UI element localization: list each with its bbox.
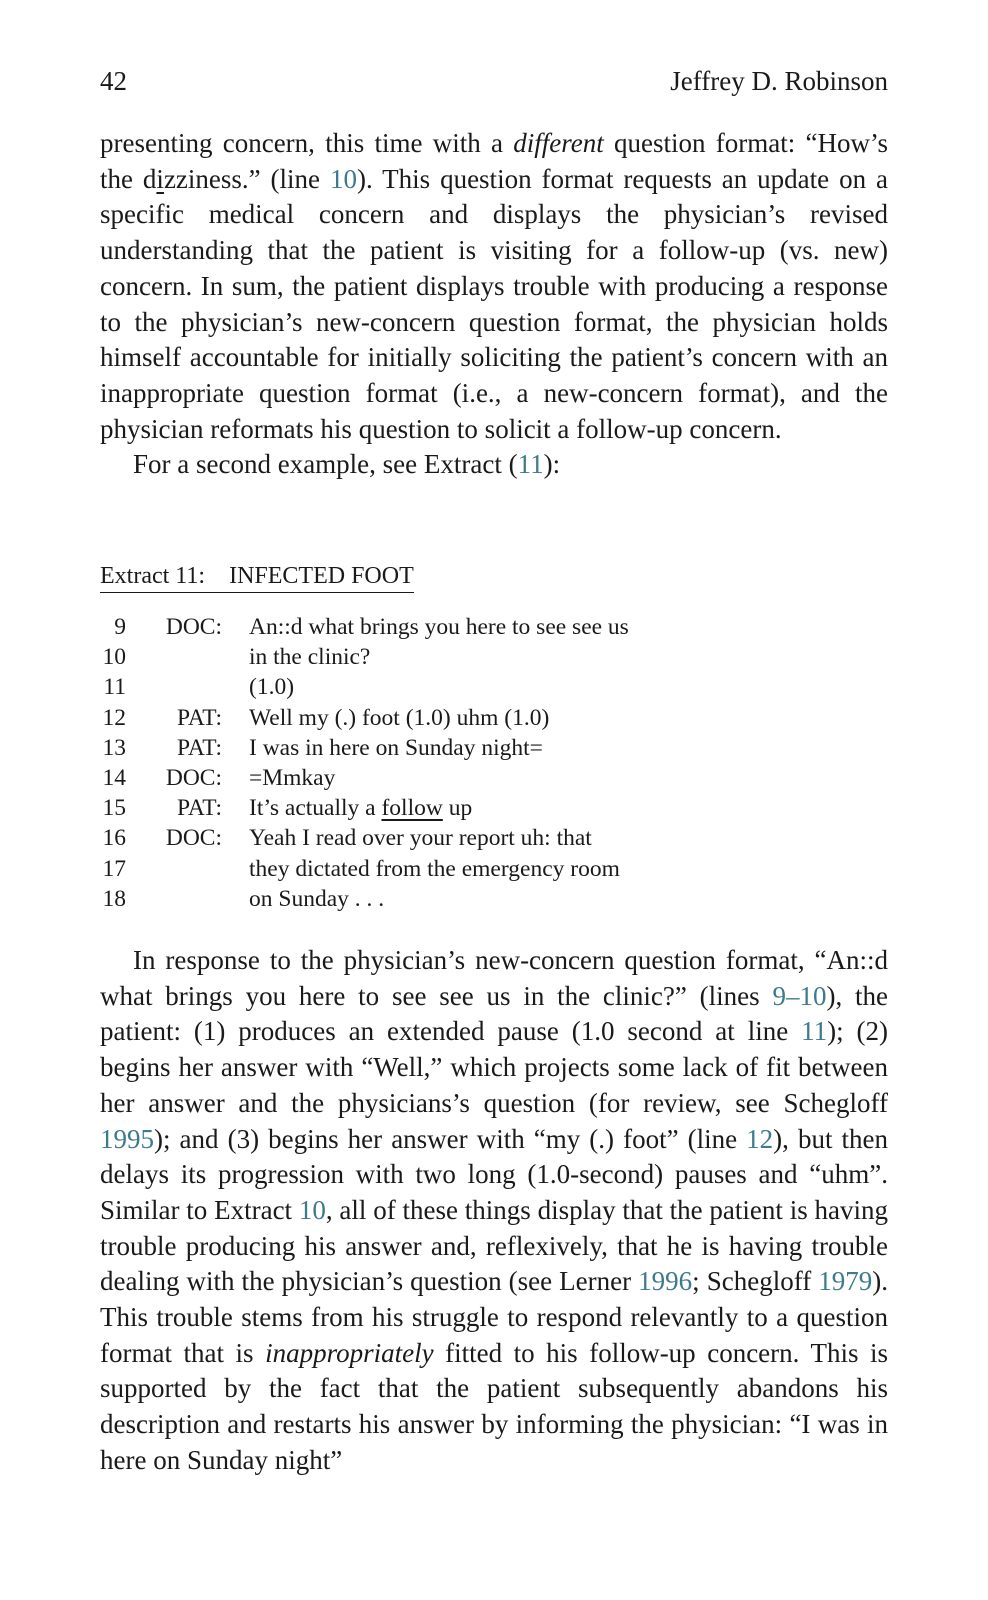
transcript-line — [100, 733, 629, 763]
utterance: I was in here on Sunday night= — [249, 734, 543, 761]
body-text-top — [100, 126, 888, 483]
extract-reference-link[interactable]: 11 — [517, 449, 544, 480]
speaker: PAT: — [177, 734, 222, 761]
speaker: DOC: — [165, 764, 222, 791]
paragraph: For a second example, see Extract (11): — [133, 449, 561, 480]
utterance: An::d what brings you here to see see us — [249, 614, 629, 640]
utterance: Yeah I read over your report uh: that — [249, 825, 592, 852]
transcript-line — [100, 854, 629, 884]
line-number: 14 — [102, 764, 126, 791]
utterance: Well my (.) foot (1.0) uhm (1.0) — [249, 704, 550, 731]
transcript-line — [100, 793, 629, 823]
utterance: (1.0) — [249, 674, 295, 701]
utterance: they dictated from the emergency room — [249, 855, 620, 882]
transcript-line — [100, 884, 629, 914]
extract-title: Extract 11: INFECTED FOOT — [100, 563, 414, 593]
transcript-line — [100, 823, 629, 853]
line-number: 15 — [102, 795, 126, 822]
transcript-line — [100, 703, 629, 733]
speaker — [126, 884, 222, 914]
body-text-bottom — [100, 943, 888, 1479]
speaker: DOC: — [165, 614, 222, 640]
speaker — [126, 672, 222, 702]
utterance: in the clinic? — [249, 644, 371, 671]
line-number: 13 — [102, 734, 126, 761]
transcript-line — [100, 612, 629, 642]
citation-link[interactable]: 1979 — [818, 1266, 873, 1297]
speaker: PAT: — [177, 704, 222, 731]
transcript-line — [100, 642, 629, 672]
citation-link[interactable]: 1995 — [100, 1123, 154, 1154]
line-number: 18 — [102, 885, 126, 912]
citation-link[interactable]: 1996 — [638, 1266, 693, 1297]
utterance: on Sunday . . . — [249, 885, 385, 912]
line-number: 17 — [102, 855, 126, 882]
transcript-line — [100, 672, 629, 702]
utterance: =Mmkay — [249, 764, 336, 791]
paragraph: In response to the physician’s new-concern question format, “An::d what brings you here to see see us in the clinic?” (lines 9–10), the patient: (1) produces an extended pause (1.0 second at line 11); (2) begins her answer with “Well,” which projects some lack of fit between her answer and the physicians’s question (for review, see Schegloff 1995); and (3) begins her answer with “my (.) foot” (line 12), but then delays its progression with two long (1.0-second) pauses and “uhm”. Similar to Extract 10, all of these things display that the patient is having trouble producing his answer and, reflexively, that he is having trouble dealing with the physician’s question (see Lerner 1996; Schegloff 1979). This trouble stems from his struggle to respond relevantly to a question format that is inappropriately fitted to his follow-up concern. This is supported by the fact that the patient subsequently abandons his description and restarts his answer by informing the physician: “I was in here on Sunday night” — [100, 945, 888, 1475]
utterance: It’s actually a follow up — [249, 795, 473, 822]
speaker — [126, 854, 222, 884]
transcript — [100, 612, 629, 914]
line-reference-link[interactable]: 12 — [746, 1123, 774, 1154]
speaker: DOC: — [165, 825, 222, 852]
line-reference-link[interactable]: 11 — [801, 1016, 828, 1047]
line-reference-link[interactable]: 10 — [329, 163, 357, 194]
line-number: 9 — [114, 614, 126, 640]
page-number: 42 — [100, 66, 127, 96]
line-reference-link[interactable]: 9–10 — [772, 980, 827, 1011]
speaker — [126, 642, 222, 672]
line-number: 16 — [102, 825, 126, 852]
extract-reference-link[interactable]: 10 — [298, 1194, 326, 1225]
line-number: 10 — [102, 644, 126, 671]
line-number: 12 — [102, 704, 126, 731]
speaker: PAT: — [177, 795, 222, 822]
line-number: 11 — [103, 674, 126, 701]
running-head: Jeffrey D. Robinson — [670, 66, 888, 96]
paragraph: presenting concern, this time with a different question format: “How’s the dizziness.” (line 10). This question format requests an update on a specific medical concern and displays the physician’s revised understanding that the patient is visiting for a follow-up (vs. new) concern. In sum, the patient displays trouble with producing a response to the physician’s new-concern question format, the physician holds himself accountable for initially soliciting the patient’s concern with an inappropriate question format (i.e., a new-concern format), and the physician reformats his question to solicit a follow-up concern. — [100, 128, 888, 444]
transcript-line — [100, 763, 629, 793]
